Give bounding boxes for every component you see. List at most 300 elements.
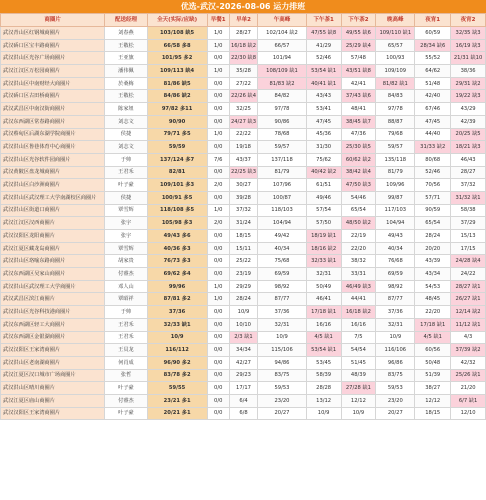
breakfast1-cell: 2/0 — [207, 217, 229, 230]
col-header-tea2[interactable]: 下午茶2 — [341, 14, 376, 27]
night2-cell: 21/31 缺10 — [451, 52, 486, 65]
allday-cell: 109/113 缺4 — [147, 65, 207, 78]
area-name-cell: 武汉汉阳区王家湾商圈片 — [1, 407, 105, 420]
table-row[interactable] — [1, 141, 486, 154]
tea2-cell: 38/45 缺7 — [341, 115, 376, 128]
manager-cell: 王敬松 — [105, 90, 147, 103]
tea2-cell: 16/16 — [341, 318, 376, 331]
breakfast1-cell: 0/0 — [207, 306, 229, 319]
breakfast2-cell: 17/17 — [229, 382, 257, 395]
tea2-cell: 48/41 — [341, 103, 376, 116]
breakfast2-cell: 29/29 — [229, 280, 257, 293]
dinner-peak-cell: 37/36 — [376, 306, 415, 319]
lunch-peak-cell: 102/104 缺2 — [258, 27, 307, 40]
lunch-peak-cell: 107/96 — [258, 179, 307, 192]
area-name-cell: 武汉硚口区宝丰路商圈片 — [1, 39, 105, 52]
breakfast1-cell: 1/0 — [207, 65, 229, 78]
night1-cell: 20/20 — [415, 242, 451, 255]
breakfast1-cell: 0/0 — [207, 268, 229, 281]
lunch-peak-cell: 108/109 缺1 — [258, 65, 307, 78]
tea2-cell: 37/43 缺6 — [341, 90, 376, 103]
breakfast1-cell: 0/0 — [207, 103, 229, 116]
breakfast1-cell: 0/0 — [207, 407, 229, 420]
allday-cell: 66/58 多8 — [147, 39, 207, 52]
night1-cell: 42/40 — [415, 90, 451, 103]
tea2-cell: 44/41 — [341, 293, 376, 306]
dinner-peak-cell: 99/87 — [376, 191, 415, 204]
tea2-cell: 12/12 — [341, 394, 376, 407]
breakfast2-cell: 25/22 — [229, 255, 257, 268]
breakfast1-cell: 0/0 — [207, 191, 229, 204]
night2-cell: 29/31 缺2 — [451, 77, 486, 90]
area-name-cell: 武汉洪山区白沙洲商圈片 — [1, 179, 105, 192]
tea1-cell: 32/31 — [306, 268, 341, 281]
lunch-peak-cell: 10/9 — [258, 331, 307, 344]
allday-cell: 87/81 多2 — [147, 293, 207, 306]
table-row[interactable] — [1, 191, 486, 204]
allday-cell: 83/78 多2 — [147, 369, 207, 382]
col-header-dinner-peak[interactable]: 晚高峰 — [376, 14, 415, 27]
col-header-allday[interactable]: 全天(实际/应缺) — [147, 14, 207, 27]
dinner-peak-cell: 59/57 — [376, 141, 415, 154]
night2-cell: 31/32 缺1 — [451, 191, 486, 204]
allday-cell: 101/95 多2 — [147, 52, 207, 65]
area-name-cell: 武汉汉阳区王家湾商圈片 — [1, 344, 105, 357]
allday-cell: 32/33 缺1 — [147, 318, 207, 331]
breakfast1-cell: 1/0 — [207, 280, 229, 293]
breakfast2-cell: 22/26 缺4 — [229, 90, 257, 103]
tea1-cell: 49/46 — [306, 191, 341, 204]
tea1-cell: 40/42 缺2 — [306, 166, 341, 179]
night1-cell: 67/46 — [415, 103, 451, 116]
breakfast2-cell: 16/18 缺2 — [229, 39, 257, 52]
lunch-peak-cell: 49/42 — [258, 230, 307, 243]
table-header-row — [1, 14, 486, 27]
night1-cell: 51/48 — [415, 77, 451, 90]
allday-cell: 82/81 — [147, 166, 207, 179]
table-row[interactable] — [1, 52, 486, 65]
table-row[interactable] — [1, 369, 486, 382]
lunch-peak-cell: 59/53 — [258, 382, 307, 395]
area-name-cell: 武汉洪山区珞喻东路商圈片 — [1, 255, 105, 268]
night1-cell: 50/48 — [415, 356, 451, 369]
table-row[interactable] — [1, 103, 486, 116]
night2-cell: 24/22 — [451, 268, 486, 281]
tea1-cell: 75/62 — [306, 153, 341, 166]
night1-cell: 43/34 — [415, 268, 451, 281]
allday-cell: 69/62 多4 — [147, 268, 207, 281]
breakfast1-cell: 0/0 — [207, 369, 229, 382]
tea2-cell: 60/62 缺2 — [341, 153, 376, 166]
breakfast1-cell: 7/6 — [207, 153, 229, 166]
breakfast2-cell: 30/27 — [229, 179, 257, 192]
tea1-cell: 47/45 — [306, 115, 341, 128]
night2-cell: 16/19 缺3 — [451, 39, 486, 52]
lunch-peak-cell: 20/27 — [258, 407, 307, 420]
tea1-cell: 31/30 — [306, 141, 341, 154]
allday-cell: 81/86 缺5 — [147, 77, 207, 90]
area-name-cell: 武汉东西湖区吴家山商圈片 — [1, 268, 105, 281]
table-row[interactable] — [1, 166, 486, 179]
dinner-peak-cell: 81/82 缺1 — [376, 77, 415, 90]
tea1-cell: 53/45 — [306, 356, 341, 369]
table-row[interactable] — [1, 39, 486, 52]
night2-cell: 6/7 缺1 — [451, 394, 486, 407]
night1-cell: 28/34 缺6 — [415, 39, 451, 52]
col-header-night1[interactable]: 夜宵1 — [415, 14, 451, 27]
tea1-cell: 40/41 缺1 — [306, 77, 341, 90]
lunch-peak-cell: 100/87 — [258, 191, 307, 204]
tea2-cell: 51/45 — [341, 356, 376, 369]
dinner-peak-cell: 49/43 — [376, 230, 415, 243]
dinner-peak-cell: 135/118 — [376, 153, 415, 166]
lunch-peak-cell: 81/83 缺2 — [258, 77, 307, 90]
tea2-cell: 57/48 — [341, 52, 376, 65]
night2-cell: 12/14 缺2 — [451, 306, 486, 319]
night2-cell: 37/29 — [451, 217, 486, 230]
night1-cell: 54/53 — [415, 280, 451, 293]
breakfast1-cell: 0/0 — [207, 382, 229, 395]
table-row[interactable] — [1, 382, 486, 395]
manager-cell: 覃雪辉 — [105, 242, 147, 255]
table-row[interactable] — [1, 153, 486, 166]
manager-cell: 叶子豪 — [105, 179, 147, 192]
night1-cell: 18/15 — [415, 407, 451, 420]
manager-cell: 陈家妞 — [105, 103, 147, 116]
allday-cell: 100/91 多5 — [147, 191, 207, 204]
tea1-cell: 16/16 — [306, 318, 341, 331]
manager-cell: 王敬松 — [105, 39, 147, 52]
tea2-cell: 22/19 — [341, 230, 376, 243]
tea1-cell: 53/54 缺1 — [306, 65, 341, 78]
night2-cell: 37/39 缺2 — [451, 344, 486, 357]
dinner-peak-cell: 109/96 — [376, 179, 415, 192]
breakfast1-cell: 0/0 — [207, 230, 229, 243]
night1-cell: 48/45 — [415, 293, 451, 306]
breakfast2-cell: 28/27 — [229, 27, 257, 40]
allday-cell: 97/82 多11 — [147, 103, 207, 116]
breakfast1-cell: 0/0 — [207, 318, 229, 331]
breakfast1-cell: 1/0 — [207, 204, 229, 217]
breakfast2-cell: 10/9 — [229, 306, 257, 319]
night2-cell: 37/32 — [451, 179, 486, 192]
dinner-peak-cell: 109/110 缺1 — [376, 27, 415, 40]
allday-cell: 105/98 多3 — [147, 217, 207, 230]
manager-cell: 胡家贵 — [105, 255, 147, 268]
col-header-area[interactable]: 商圈片 — [1, 14, 105, 27]
night2-cell: 43/29 — [451, 103, 486, 116]
allday-cell: 23/21 多1 — [147, 394, 207, 407]
area-name-cell: 武汉汉阳区龙阳商圈片 — [1, 230, 105, 243]
night2-cell: 28/27 — [451, 166, 486, 179]
table-row[interactable] — [1, 204, 486, 217]
breakfast2-cell: 35/28 — [229, 65, 257, 78]
table-row[interactable] — [1, 280, 486, 293]
dinner-peak-cell: 84/83 — [376, 90, 415, 103]
manager-cell: 王君禾 — [105, 318, 147, 331]
night2-cell: 58/38 — [451, 204, 486, 217]
breakfast2-cell: 34/34 — [229, 344, 257, 357]
tea2-cell: 33/31 — [341, 268, 376, 281]
table-row[interactable] — [1, 242, 486, 255]
table-row[interactable] — [1, 230, 486, 243]
table-row[interactable] — [1, 394, 486, 407]
tea2-cell: 47/36 — [341, 128, 376, 141]
manager-cell: 何肖成 — [105, 356, 147, 369]
table-row[interactable] — [1, 356, 486, 369]
manager-cell: 刘春燕 — [105, 27, 147, 40]
breakfast1-cell: 0/0 — [207, 115, 229, 128]
lunch-peak-cell: 94/86 — [258, 356, 307, 369]
area-name-cell: 武汉洪山区武汉理工大学南湖校区商圈片 — [1, 191, 105, 204]
allday-cell: 90/90 — [147, 115, 207, 128]
allday-cell: 59/55 — [147, 382, 207, 395]
manager-cell: 张宇 — [105, 230, 147, 243]
table-row[interactable] — [1, 128, 486, 141]
dinner-peak-cell: 40/34 — [376, 242, 415, 255]
lunch-peak-cell: 101/94 — [258, 52, 307, 65]
allday-cell: 79/71 多5 — [147, 128, 207, 141]
area-name-cell: 武汉东西湖区轻工大商圈片 — [1, 318, 105, 331]
tea1-cell: 32/33 缺1 — [306, 255, 341, 268]
tea2-cell: 7/5 — [341, 331, 376, 344]
table-row[interactable] — [1, 115, 486, 128]
night2-cell: 46/43 — [451, 153, 486, 166]
lunch-peak-cell: 97/78 — [258, 103, 307, 116]
tea2-cell: 22/20 — [341, 242, 376, 255]
night1-cell: 60/59 — [415, 27, 451, 40]
breakfast2-cell: 24/27 缺3 — [229, 115, 257, 128]
tea1-cell: 61/51 — [306, 179, 341, 192]
breakfast1-cell: 0/0 — [207, 166, 229, 179]
dinner-peak-cell: 88/87 — [376, 115, 415, 128]
night1-cell: 57/71 — [415, 191, 451, 204]
lunch-peak-cell: 118/103 — [258, 204, 307, 217]
allday-cell: 37/36 — [147, 306, 207, 319]
night2-cell: 42/32 — [451, 356, 486, 369]
allday-cell: 99/96 — [147, 280, 207, 293]
tea2-cell: 54/54 — [341, 344, 376, 357]
tea2-cell: 48/50 缺2 — [341, 217, 376, 230]
col-header-tea1[interactable]: 下午茶1 — [306, 14, 341, 27]
dinner-peak-cell: 81/79 — [376, 166, 415, 179]
tea2-cell: 10/9 — [341, 407, 376, 420]
breakfast2-cell: 22/25 缺3 — [229, 166, 257, 179]
lunch-peak-cell: 87/77 — [258, 293, 307, 306]
breakfast2-cell: 37/32 — [229, 204, 257, 217]
manager-cell: 覃雪辉 — [105, 204, 147, 217]
table-row[interactable] — [1, 65, 486, 78]
col-header-breakfast2[interactable]: 早单2 — [229, 14, 257, 27]
manager-cell: 于帅 — [105, 306, 147, 319]
dinner-peak-cell: 97/78 — [376, 103, 415, 116]
col-header-night2[interactable]: 夜宵2 — [451, 14, 486, 27]
tea1-cell: 57/50 — [306, 217, 341, 230]
lunch-peak-cell: 69/59 — [258, 268, 307, 281]
breakfast1-cell: 2/0 — [207, 179, 229, 192]
breakfast1-cell: 0/0 — [207, 242, 229, 255]
table-row[interactable] — [1, 255, 486, 268]
allday-cell: 103/108 缺5 — [147, 27, 207, 40]
manager-cell: 侯捷 — [105, 191, 147, 204]
night1-cell: 43/39 — [415, 255, 451, 268]
dinner-peak-cell: 98/92 — [376, 280, 415, 293]
dinner-peak-cell: 20/27 — [376, 407, 415, 420]
area-name-cell: 武汉东西湖区金银湖商圈片 — [1, 331, 105, 344]
night2-cell: 18/21 缺3 — [451, 141, 486, 154]
night2-cell: 4/3 — [451, 331, 486, 344]
breakfast2-cell: 42/27 — [229, 356, 257, 369]
breakfast2-cell: 22/22 — [229, 128, 257, 141]
dinner-peak-cell: 109/109 — [376, 65, 415, 78]
lunch-peak-cell: 81/79 — [258, 166, 307, 179]
table-row[interactable] — [1, 344, 486, 357]
area-name-cell: 武汉洪山区光谷科技港商圈片 — [1, 306, 105, 319]
lunch-peak-cell: 78/68 — [258, 128, 307, 141]
allday-cell: 40/36 多3 — [147, 242, 207, 255]
table-row[interactable] — [1, 331, 486, 344]
tea2-cell: 25/29 缺4 — [341, 39, 376, 52]
area-name-cell: 武汉洪山区光谷软件园商圈片 — [1, 153, 105, 166]
night1-cell: 47/45 — [415, 115, 451, 128]
breakfast2-cell: 23/19 — [229, 268, 257, 281]
lunch-peak-cell: 66/57 — [258, 39, 307, 52]
breakfast1-cell: 0/0 — [207, 52, 229, 65]
lunch-peak-cell: 59/57 — [258, 141, 307, 154]
area-name-cell: 武汉洪山区光谷广场商圈片 — [1, 52, 105, 65]
lunch-peak-cell: 83/75 — [258, 369, 307, 382]
allday-cell: 49/43 多6 — [147, 230, 207, 243]
manager-cell: 付睿杰 — [105, 394, 147, 407]
lunch-peak-cell: 104/94 — [258, 217, 307, 230]
tea1-cell: 53/54 缺1 — [306, 344, 341, 357]
tea1-cell: 58/39 — [306, 369, 341, 382]
allday-cell: 118/108 多5 — [147, 204, 207, 217]
night2-cell: 20/25 缺5 — [451, 128, 486, 141]
lunch-peak-cell: 115/106 — [258, 344, 307, 357]
breakfast1-cell: 0/0 — [207, 356, 229, 369]
area-name-cell: 武汉洪山区中南财经大商圈片 — [1, 77, 105, 90]
dinner-peak-cell: 32/31 — [376, 318, 415, 331]
night1-cell: 60/56 — [415, 344, 451, 357]
breakfast1-cell: 0/0 — [207, 90, 229, 103]
allday-cell: 76/73 多3 — [147, 255, 207, 268]
breakfast1-cell: 0/0 — [207, 255, 229, 268]
night1-cell: 52/46 — [415, 166, 451, 179]
table-row[interactable] — [1, 407, 486, 420]
night2-cell: 42/39 — [451, 115, 486, 128]
manager-cell: 侯捷 — [105, 128, 147, 141]
manager-cell: 於桑梅 — [105, 77, 147, 90]
tea2-cell: 65/54 — [341, 204, 376, 217]
col-header-manager[interactable]: 配送经理 — [105, 14, 147, 27]
page-title: 优选-武汉-2026-08-06 运力排班 — [0, 0, 486, 13]
breakfast2-cell: 28/24 — [229, 293, 257, 306]
tea2-cell: 42/41 — [341, 77, 376, 90]
manager-cell: 刘志文 — [105, 115, 147, 128]
tea2-cell: 38/42 缺4 — [341, 166, 376, 179]
tea1-cell: 41/29 — [306, 39, 341, 52]
manager-cell: 王员龙 — [105, 344, 147, 357]
table-row[interactable] — [1, 179, 486, 192]
night2-cell: 21/20 — [451, 382, 486, 395]
tea1-cell: 18/16 缺2 — [306, 242, 341, 255]
manager-cell: 于帅 — [105, 153, 147, 166]
table-row[interactable] — [1, 27, 486, 40]
allday-cell: 137/124 多7 — [147, 153, 207, 166]
allday-cell: 109/101 多3 — [147, 179, 207, 192]
area-name-cell: 武汉江夏区汉口城市广场商圈片 — [1, 369, 105, 382]
manager-cell: 王君禾 — [105, 331, 147, 344]
lunch-peak-cell: 137/118 — [258, 153, 307, 166]
lunch-peak-cell: 32/31 — [258, 318, 307, 331]
table-row[interactable] — [1, 268, 486, 281]
breakfast2-cell: 19/18 — [229, 141, 257, 154]
night2-cell: 32/35 缺3 — [451, 27, 486, 40]
col-header-lunch-peak[interactable]: 午高峰 — [258, 14, 307, 27]
dinner-peak-cell: 65/57 — [376, 39, 415, 52]
table-row[interactable] — [1, 77, 486, 90]
area-name-cell: 武汉蔡甸区后湖东湖学院商圈片 — [1, 128, 105, 141]
col-header-breakfast1[interactable]: 早餐1 — [207, 14, 229, 27]
breakfast1-cell: 1/0 — [207, 128, 229, 141]
breakfast2-cell: 27/22 — [229, 77, 257, 90]
night2-cell: 25/26 缺1 — [451, 369, 486, 382]
table-row[interactable] — [1, 217, 486, 230]
manager-cell: 王君禾 — [105, 166, 147, 179]
dinner-peak-cell: 87/77 — [376, 293, 415, 306]
manager-cell: 叶子豪 — [105, 407, 147, 420]
table-row[interactable] — [1, 318, 486, 331]
night2-cell: 19/22 缺3 — [451, 90, 486, 103]
tea1-cell: 28/28 — [306, 382, 341, 395]
night2-cell: 17/15 — [451, 242, 486, 255]
lunch-peak-cell: 40/34 — [258, 242, 307, 255]
tea2-cell: 38/32 — [341, 255, 376, 268]
breakfast1-cell: 0/0 — [207, 331, 229, 344]
table-row[interactable] — [1, 90, 486, 103]
breakfast2-cell: 18/15 — [229, 230, 257, 243]
table-row[interactable] — [1, 293, 486, 306]
tea1-cell: 10/9 — [306, 407, 341, 420]
allday-cell: 20/21 多1 — [147, 407, 207, 420]
tea1-cell: 57/54 — [306, 204, 341, 217]
lunch-peak-cell: 84/82 — [258, 90, 307, 103]
breakfast2-cell: 6/8 — [229, 407, 257, 420]
breakfast2-cell: 29/23 — [229, 369, 257, 382]
dinner-peak-cell: 117/103 — [376, 204, 415, 217]
breakfast2-cell: 2/3 缺1 — [229, 331, 257, 344]
area-name-cell: 武汉江汉区万松园商圈片 — [1, 65, 105, 78]
manager-cell: 张哲 — [105, 369, 147, 382]
area-name-cell: 武汉武昌区滨江商圈片 — [1, 293, 105, 306]
table-row[interactable] — [1, 306, 486, 319]
area-name-cell: 武汉青山区红钢城商圈片 — [1, 27, 105, 40]
night2-cell: 26/27 缺1 — [451, 293, 486, 306]
night2-cell: 24/28 缺4 — [451, 255, 486, 268]
lunch-peak-cell: 37/36 — [258, 306, 307, 319]
tea2-cell: 43/51 缺8 — [341, 65, 376, 78]
dinner-peak-cell: 69/59 — [376, 268, 415, 281]
area-name-cell: 武汉江汉区汉西商圈片 — [1, 217, 105, 230]
night1-cell: 70/56 — [415, 179, 451, 192]
area-name-cell: 武汉黄陂区盘龙城商圈片 — [1, 166, 105, 179]
dinner-peak-cell: 96/86 — [376, 356, 415, 369]
tea1-cell: 13/12 — [306, 394, 341, 407]
manager-cell: 叶子豪 — [105, 382, 147, 395]
tea1-cell: 50/49 — [306, 280, 341, 293]
night2-cell: 11/12 缺1 — [451, 318, 486, 331]
